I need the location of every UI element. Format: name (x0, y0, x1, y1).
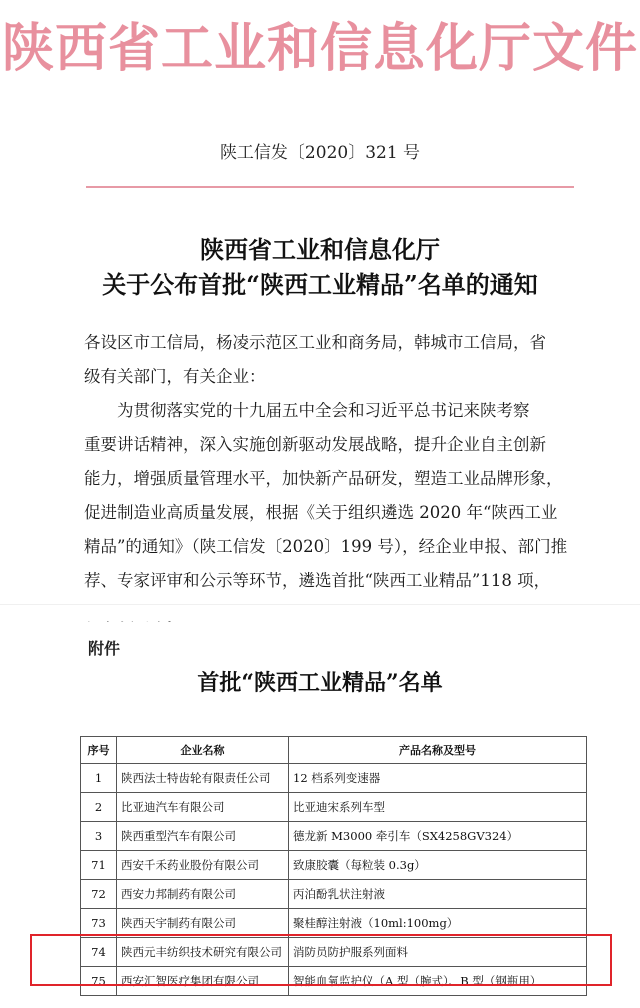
row-number: 71 (81, 851, 117, 880)
body-line: 荐、专家评审和公示等环节，遴选首批“陕西工业精品”118 项， (84, 571, 551, 590)
row-number: 3 (81, 822, 117, 851)
salutation-line: 各设区市工信局，杨凌示范区工业和商务局，韩城市工信局，省 (84, 333, 546, 352)
highlight-box (30, 934, 612, 986)
notice-title-line-2: 关于公布首批“陕西工业精品”名单的通知 (102, 270, 538, 299)
body-line: 促进制造业高质量发展，根据《关于组织遴选 2020 年“陕西工业 (84, 503, 558, 522)
body-line: 精品”的通知》（陕工信发〔2020〕199 号），经企业申报、部门推 (84, 537, 568, 556)
company-name: 陕西元丰纺织技术研究有限公司 (117, 938, 289, 967)
product-name: 12 档系列变速器 (289, 764, 587, 793)
company-name: 西安千禾药业股份有限公司 (117, 851, 289, 880)
body-paragraph (84, 394, 574, 632)
column-header-number: 序号 (81, 737, 117, 764)
company-name: 陕西法士特齿轮有限责任公司 (117, 764, 289, 793)
product-name: 智能血氧监护仪（A 型（腕式）、B 型（钢瓶用） (289, 967, 587, 996)
product-name: 消防员防护服系列面料 (289, 938, 587, 967)
row-number: 1 (81, 764, 117, 793)
body-line: 能力，增强质量管理水平，加快新产品研发，塑造工业品牌形象， (84, 469, 563, 488)
company-name: 陕西天宇制药有限公司 (117, 909, 289, 938)
column-header-product: 产品名称及型号 (289, 737, 587, 764)
body-line: 为贯彻落实党的十九届五中全会和习近平总书记来陕考察 (84, 401, 530, 420)
list-title: 首批“陕西工业精品”名单 (197, 670, 443, 696)
attachment-label: 附件 (88, 639, 121, 658)
row-number: 73 (81, 909, 117, 938)
column-header-company: 企业名称 (117, 737, 289, 764)
row-number: 74 (81, 938, 117, 967)
body-line: 重要讲话精神，深入实施创新驱动发展战略，提升企业自主创新 (84, 435, 546, 454)
table-row (81, 764, 587, 793)
product-name: 丙泊酚乳状注射液 (289, 880, 587, 909)
table-row (81, 822, 587, 851)
product-name: 德龙新 M3000 牵引车（SX4258GV324） (289, 822, 587, 851)
row-number: 72 (81, 880, 117, 909)
table-row (81, 880, 587, 909)
page-break (0, 604, 640, 621)
salutation-line: 级有关部门，有关企业： (84, 367, 266, 386)
salutation (84, 326, 574, 394)
product-name: 致康胶囊（每粒装 0.3g） (289, 851, 587, 880)
table-row (81, 793, 587, 822)
red-divider-line (86, 186, 574, 188)
document-number: 陕工信发〔2020〕321 号 (219, 143, 421, 163)
row-number: 75 (81, 967, 117, 996)
company-name: 西安汇智医疗集团有限公司 (117, 967, 289, 996)
document-masthead: 陕西省工业和信息化厅文件 (1, 18, 638, 79)
company-name: 西安力邦制药有限公司 (117, 880, 289, 909)
row-number: 2 (81, 793, 117, 822)
product-name: 聚桂醇注射液（10ml:100mg） (289, 909, 587, 938)
table-row (81, 851, 587, 880)
product-name: 比亚迪宋系列车型 (289, 793, 587, 822)
notice-title-line-1: 陕西省工业和信息化厅 (200, 235, 440, 264)
table-header-row (81, 737, 587, 764)
company-name: 比亚迪汽车有限公司 (117, 793, 289, 822)
company-name: 陕西重型汽车有限公司 (117, 822, 289, 851)
